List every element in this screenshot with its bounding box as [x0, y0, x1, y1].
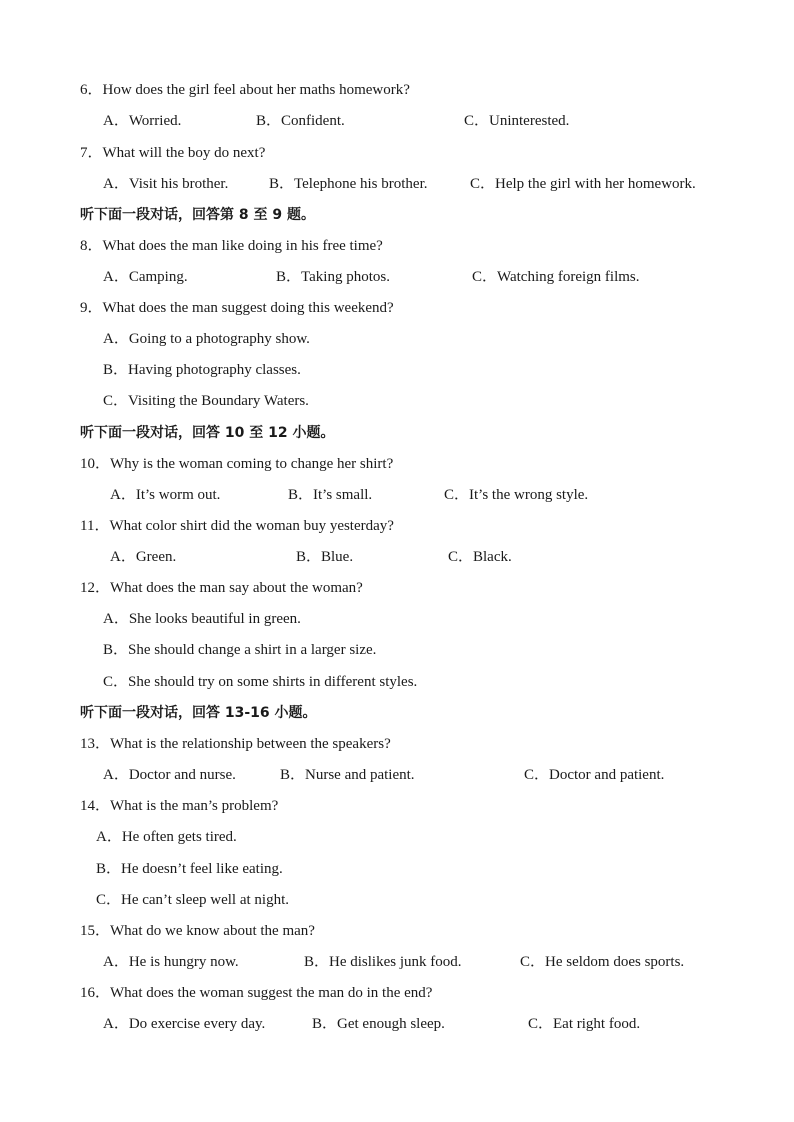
section-heading-13-16: 听下面一段对话，回答 13-16 小题。 — [80, 705, 317, 721]
question-14-option-a: A．He often gets tired. — [96, 829, 237, 845]
question-9-option-c: C．Visiting the Boundary Waters. — [103, 393, 309, 409]
question-6-option-b: B．Confident. — [256, 113, 345, 129]
question-13-option-b: B．Nurse and patient. — [280, 767, 415, 783]
question-15-stem: 15．What do we know about the man? — [80, 923, 315, 939]
question-12-option-c: C．She should try on some shirts in different styles. — [103, 674, 418, 690]
question-8-stem: 8．What does the man like doing in his free time? — [80, 238, 383, 254]
question-10-stem: 10．Why is the woman coming to change her shirt? — [80, 456, 394, 472]
question-14-option-b: B．He doesn’t feel like eating. — [96, 861, 283, 877]
question-16-option-c: C．Eat right food. — [528, 1016, 641, 1032]
question-7-option-c: C．Help the girl with her homework. — [470, 176, 696, 192]
question-16-option-b: B．Get enough sleep. — [312, 1016, 445, 1032]
question-10-option-c: C．It’s the wrong style. — [444, 487, 589, 503]
question-16-option-a: A．Do exercise every day. — [103, 1016, 266, 1032]
question-10-option-b: B．It’s small. — [288, 487, 373, 503]
question-11-option-a: A．Green. — [110, 549, 177, 565]
question-13-stem: 13．What is the relationship between the speakers? — [80, 736, 391, 752]
section-heading-8-9: 听下面一段对话，回答第 8 至 9 题。 — [80, 207, 315, 223]
question-6-option-c: C．Uninterested. — [464, 113, 570, 129]
question-9-stem: 9．What does the man suggest doing this weekend? — [80, 300, 394, 316]
question-6-stem: 6．How does the girl feel about her maths homework? — [80, 82, 410, 98]
question-12-option-a: A．She looks beautiful in green. — [103, 611, 301, 627]
question-7-option-b: B．Telephone his brother. — [269, 176, 428, 192]
question-13-option-c: C．Doctor and patient. — [524, 767, 665, 783]
question-15-option-b: B．He dislikes junk food. — [304, 954, 462, 970]
question-7-stem: 7．What will the boy do next? — [80, 145, 266, 161]
question-12-option-b: B．She should change a shirt in a larger size. — [103, 642, 377, 658]
question-8-option-b: B．Taking photos. — [276, 269, 390, 285]
question-15-option-c: C．He seldom does sports. — [520, 954, 685, 970]
question-7-option-a: A．Visit his brother. — [103, 176, 229, 192]
section-heading-10-12: 听下面一段对话，回答 10 至 12 小题。 — [80, 425, 335, 441]
question-14-stem: 14．What is the man’s problem? — [80, 798, 279, 814]
question-6-option-a: A．Worried. — [103, 113, 182, 129]
question-14-option-c: C．He can’t sleep well at night. — [96, 892, 290, 908]
question-12-stem: 12．What does the man say about the woman? — [80, 580, 363, 596]
question-11-stem: 11．What color shirt did the woman buy yesterday? — [80, 518, 394, 534]
question-10-option-a: A．It’s worm out. — [110, 487, 221, 503]
question-11-option-b: B．Blue. — [296, 549, 354, 565]
question-9-option-b: B．Having photography classes. — [103, 362, 301, 378]
question-15-option-a: A．He is hungry now. — [103, 954, 239, 970]
question-9-option-a: A．Going to a photography show. — [103, 331, 310, 347]
question-8-option-c: C．Watching foreign films. — [472, 269, 640, 285]
question-16-stem: 16．What does the woman suggest the man do in the end? — [80, 985, 433, 1001]
question-11-option-c: C．Black. — [448, 549, 512, 565]
question-13-option-a: A．Doctor and nurse. — [103, 767, 236, 783]
question-8-option-a: A．Camping. — [103, 269, 188, 285]
